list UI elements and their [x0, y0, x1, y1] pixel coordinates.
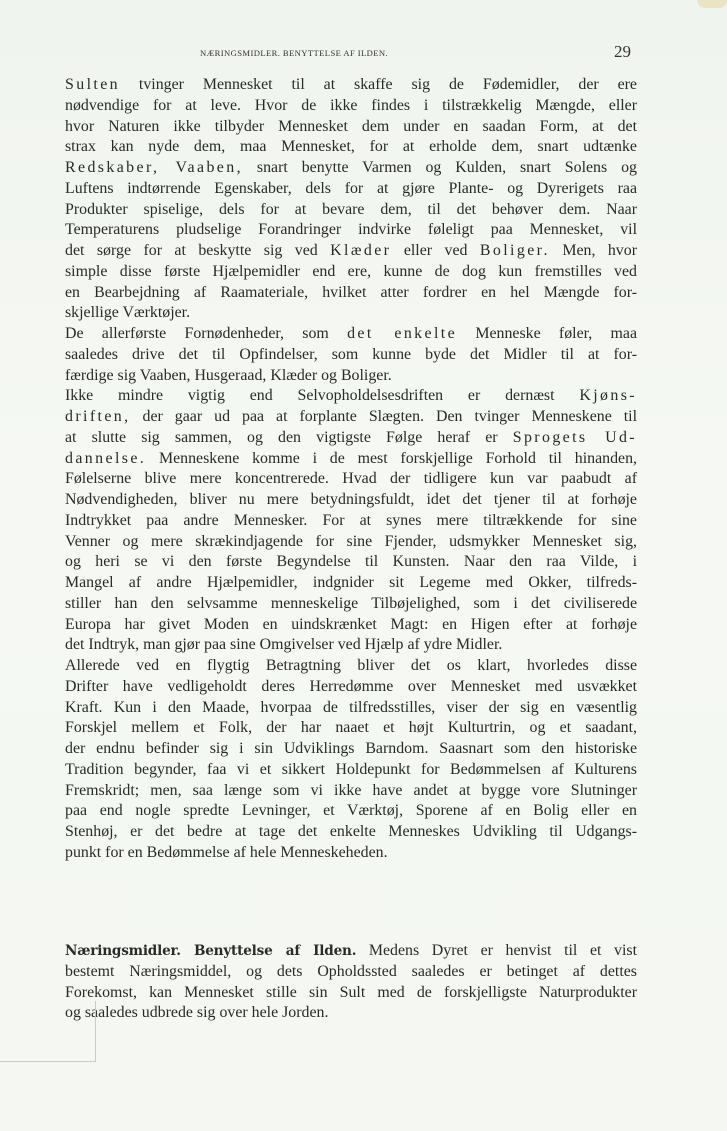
text-line: Fremskridt; men, saa længe som vi ikke have andet at bygge vore Slutninger	[65, 781, 637, 799]
spaced-emphasis: Boliger.	[479, 242, 550, 259]
spaced-emphasis: det enkelte	[347, 325, 458, 342]
text-line: Indtrykket paa andre Mennesker. For at synes mere tiltrækkende for sine	[65, 511, 637, 529]
text-line: punkt for en Bedømmelse af hele Menneskeheden.	[65, 843, 388, 861]
text-line: stiller han den selvsamme menneskelige Tilbøjelighed, som i det civiliserede	[65, 594, 637, 612]
section-paragraph	[10, 941, 637, 1024]
body-text	[10, 75, 637, 864]
running-title: NÆRINGSMIDLER. BENYTTELSE AF ILDEN.	[200, 48, 389, 58]
section-naeringsmidler	[10, 941, 637, 1024]
text-line: Tradition begynder, faa vi et sikkert Holdepunkt for Bedømmelsen af Kulturens	[65, 760, 637, 778]
paragraph	[10, 75, 637, 324]
text-line: det sørge for at beskytte sig ved Klæder eller ved Boliger. Men, hvor	[65, 242, 637, 259]
text-line: Allerede ved en flygtig Betragtning bliver det os klart, hvorledes disse	[65, 657, 637, 674]
text-line: Stenhøj, er det bedre at tage det enkelte Menneskes Udvikling til Udgangs-	[65, 823, 637, 840]
section-line-1: Næringsmidler. Benyttelse af Ilden. Medens Dyret er henvist til et vist	[65, 942, 637, 959]
text-line: og heri se vi den første Begyndelse til Kunsten. Naar den raa Vilde, i	[65, 553, 637, 571]
text-line: Følelserne blive mere koncentrerede. Hvad der tidligere kun var paabudt af	[65, 470, 637, 488]
section-heading: Næringsmidler. Benyttelse af Ilden.	[65, 943, 357, 959]
text-line: saaledes drive det til Opfindelser, som kunne byde det Midler til at for-	[65, 345, 637, 363]
text-line: Kraft. Kun i den Maade, hvorpaa de tilfredsstilles, viser der sig en væsentlig	[65, 698, 637, 716]
text-line: Luftens indtørrende Egenskaber, dels for at gjøre Plante- og Dyrerigets raa	[65, 179, 637, 197]
text-line: det Indtryk, man gjør paa sine Omgivelser ved Hjælp af ydre Midler.	[65, 636, 503, 654]
spaced-emphasis: Sulten	[65, 76, 121, 93]
text-line: paa end nogle spredte Levninger, et Værktøj, Sporene af en Bolig eller en	[65, 802, 637, 820]
text-line: driften, der gaar ud paa at forplante Slægten. Den tvinger Menneskene til	[65, 408, 637, 425]
text-line: simple disse første Hjælpemidler end ere, kunne de dog kun fremstilles ved	[65, 262, 637, 280]
paragraphs	[10, 75, 637, 864]
spaced-emphasis: dannelse.	[65, 449, 147, 467]
text-line: Redskaber, Vaaben, snart benytte Varmen og Kulden, snart Solens og	[65, 159, 637, 176]
text-line: skjellige Værktøjer.	[65, 304, 191, 322]
text-line: Sulten tvinger Mennesket til at skaffe sig de Fødemidler, der ere	[65, 76, 637, 93]
text-line: hvor Naturen ikke tilbyder Mennesket dem under en saadan Form, at det	[65, 117, 637, 135]
paragraph	[10, 324, 637, 386]
text-line: færdige sig Vaaben, Husgeraad, Klæder og Boliger.	[65, 366, 392, 384]
text-line: at slutte sig sammen, og den vigtigste Følge heraf er Sprogets Ud-	[65, 428, 637, 446]
text-line: Produkter spiselige, dels for at bevare dem, til det behøver dem. Naar	[65, 200, 637, 218]
text-line: dannelse. Menneskene komme i de mest forskjellige Forhold til hinanden,	[65, 449, 637, 467]
text-line: der endnu befinder sig i sin Udviklings Barndom. Saasnart som den historiske	[65, 740, 637, 757]
text-line: De allerførste Fornødenheder, som det enkelte Menneske føler, maa	[65, 325, 638, 342]
margin-mark	[0, 1001, 96, 1062]
page-number: 29	[614, 42, 631, 61]
section-line-4: og saaledes udbrede sig over hele Jorden.	[65, 1004, 329, 1022]
spaced-emphasis: Klæder	[330, 242, 392, 259]
text-line: Temperaturens pludselige Forandringer indvirke føleligt paa Mennesket, vil	[65, 221, 637, 239]
text-line: Europa har givet Moden en uindskrænket Magt: en Higen efter at forhøje	[65, 615, 637, 633]
spaced-emphasis: Kjøns-	[579, 387, 637, 405]
paragraph	[10, 386, 637, 656]
section-line-3: Forekomst, kan Mennesket stille sin Sult med de forskjelligste Naturprodukter	[65, 983, 637, 1001]
spaced-emphasis: Sprogets Ud-	[512, 428, 637, 446]
spaced-emphasis: Redskaber, Vaaben,	[65, 159, 243, 176]
text-line: Drifter have vedligeholdt deres Herredømme over Mennesket med usvækket	[65, 677, 637, 695]
text-line: strax kan nyde dem, maa Mennesket, for at erholde dem, snart udtænke	[65, 138, 637, 156]
running-head	[0, 42, 727, 66]
text-line: Mangel af andre Hjælpemidler, indgnider sit Legeme med Okker, tilfreds-	[65, 574, 637, 591]
paper-stain	[697, 0, 727, 8]
text-line: Forskjel mellem et Folk, der har naaet et højt Kulturtrin, og et saadant,	[65, 719, 637, 737]
text-line: Ikke mindre vigtig end Selvopholdelsesdriften er dernæst Kjøns-	[65, 387, 637, 405]
spaced-emphasis: driften,	[65, 408, 131, 425]
text-line: nødvendige for at leve. Hvor de ikke findes i tilstrækkelig Mængde, eller	[65, 96, 637, 114]
paragraph	[10, 656, 637, 864]
text-line: Nødvendigheden, bliver nu mere betydningsfuldt, idet det tjener til at forhøje	[65, 491, 637, 508]
section-line-2: bestemt Næringsmiddel, og dets Opholdssted saaledes er betinget af dettes	[65, 962, 637, 980]
text-line: Venner og mere skrækindjagende for sine Fjender, udsmykker Mennesket sig,	[65, 532, 637, 550]
text-line: en Bearbejdning af Raamateriale, hvilket atter fordrer en hel Mængde for-	[65, 283, 637, 301]
